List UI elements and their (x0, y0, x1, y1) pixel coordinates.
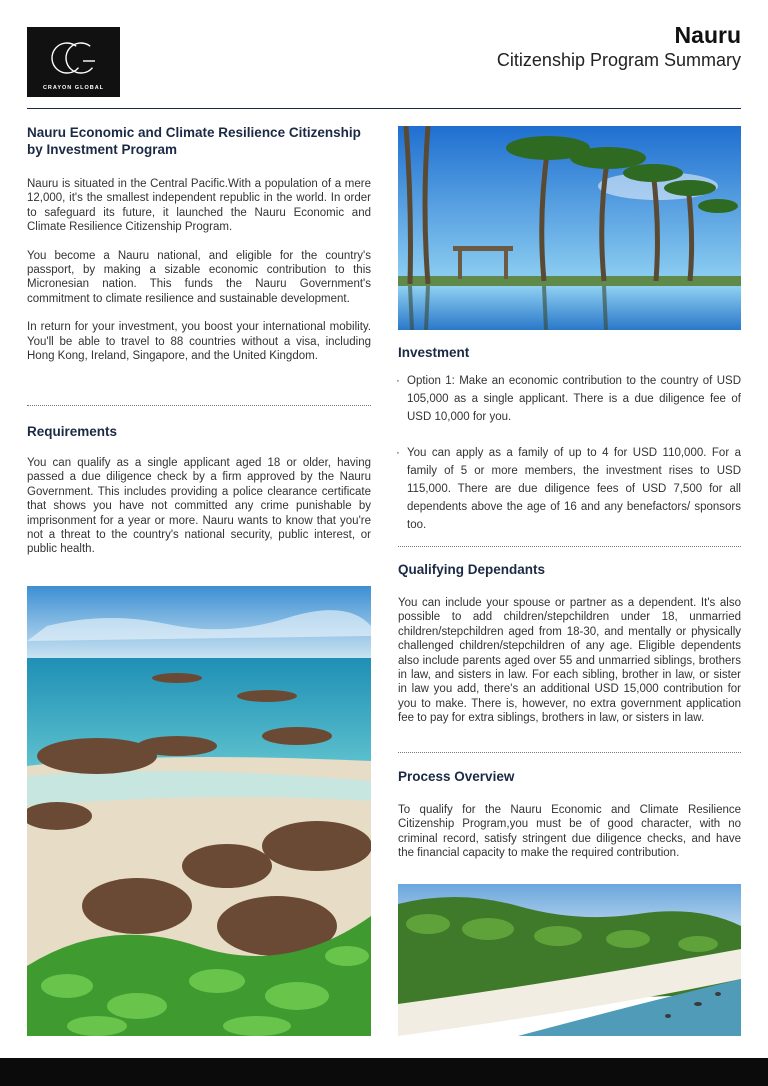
dependants-section (398, 561, 741, 726)
section-divider (398, 546, 741, 547)
crayon-global-logo (27, 27, 120, 97)
dependants-heading: Qualifying Dependants (398, 562, 546, 577)
requirements-paragraph: You can qualify as a single applicant aged 18 or older, having passed a due diligence check by a firm approved by the Nauru Government. This includes providing a police clearance certificate that shows you have not committed any crime punishable by imprisonment for a year or more. Nauru wants to know that you're not a threat to the country's national security, public interest, or public health. (27, 457, 371, 556)
logo-name: CRAYON GLOBAL (42, 85, 105, 91)
page-subtitle: Citizenship Program Summary (496, 50, 741, 70)
rocky-beach-photo (27, 586, 371, 1036)
process-paragraph: To qualify for the Nauru Economic and Climate Resilience Citizenship Program,you must be of good character, with no criminal record, satisfy stringent due diligence checks, and have the financial capacity to make the required contribution. (398, 804, 741, 860)
intro-paragraph-2: You become a Nauru national, and eligible for the country's passport, by making a sizable economic contribution to this Micronesian nation. This funds the Nauru Government's commitment to climate resilience and sustainable development. (27, 249, 371, 305)
intro-paragraph-1: Nauru is situated in the Central Pacific.With a population of a mere 12,000, it's the smallest independent republic in the world. In order to safeguard its future, it launched the Nauru Economic and Climate Resilience Citizenship Program. (27, 178, 371, 234)
section-divider (398, 752, 741, 753)
intro-heading: Nauru Economic and Climate Resilience Citizenship by Investment Program (27, 125, 361, 157)
process-heading: Process Overview (398, 769, 515, 784)
cg-monogram-icon (27, 27, 120, 87)
jungle-beach-photo (398, 884, 741, 1036)
process-section (398, 768, 741, 861)
section-divider (27, 405, 371, 406)
investment-option-1: · Option 1: Make an economic contribution to the country of USD 105,000 as a single applicant. There is a due diligence fee of USD 10,000 for you. (398, 372, 741, 426)
header-divider (27, 108, 741, 109)
page-title: Nauru (674, 22, 741, 48)
requirements-heading: Requirements (27, 424, 118, 439)
palm-trees-photo (398, 126, 741, 330)
investment-option-2: · You can apply as a family of up to 4 for USD 110,000. For a family of 5 or more members, the investment rises to USD 115,000. There are due diligence fees of USD 7,500 for all dependents above the age of 16 and any benefactors/ sponsors too. (398, 444, 741, 534)
requirements-section (27, 423, 371, 557)
intro-paragraph-3: In return for your investment, you boost your international mobility. You'll be able to travel to 88 countries without a visa, including Hong Kong, Ireland, Singapore, and the United Kingdom. (27, 321, 371, 363)
intro-section (27, 124, 371, 363)
investment-list (398, 372, 741, 534)
investment-section (398, 344, 741, 552)
investment-heading: Investment (398, 345, 470, 360)
footer-bar (0, 1058, 768, 1086)
dependants-paragraph: You can include your spouse or partner as a dependent. It's also possible to add children/stepchildren under 18, unmarried children/stepchildren aged from 18-30, and mentally or physically challenged children/stepchildren of any age. Eligible dependents also include parents aged over 55 and unmarried siblings, brothers in law, and sisters in law. For each sibling, brother in law, or sister in law you add, there's an additional USD 15,000 contribution for you to make. There is, however, no extra government application fee to pay for extra siblings, brothers in law, or sisters in law. (398, 597, 741, 725)
